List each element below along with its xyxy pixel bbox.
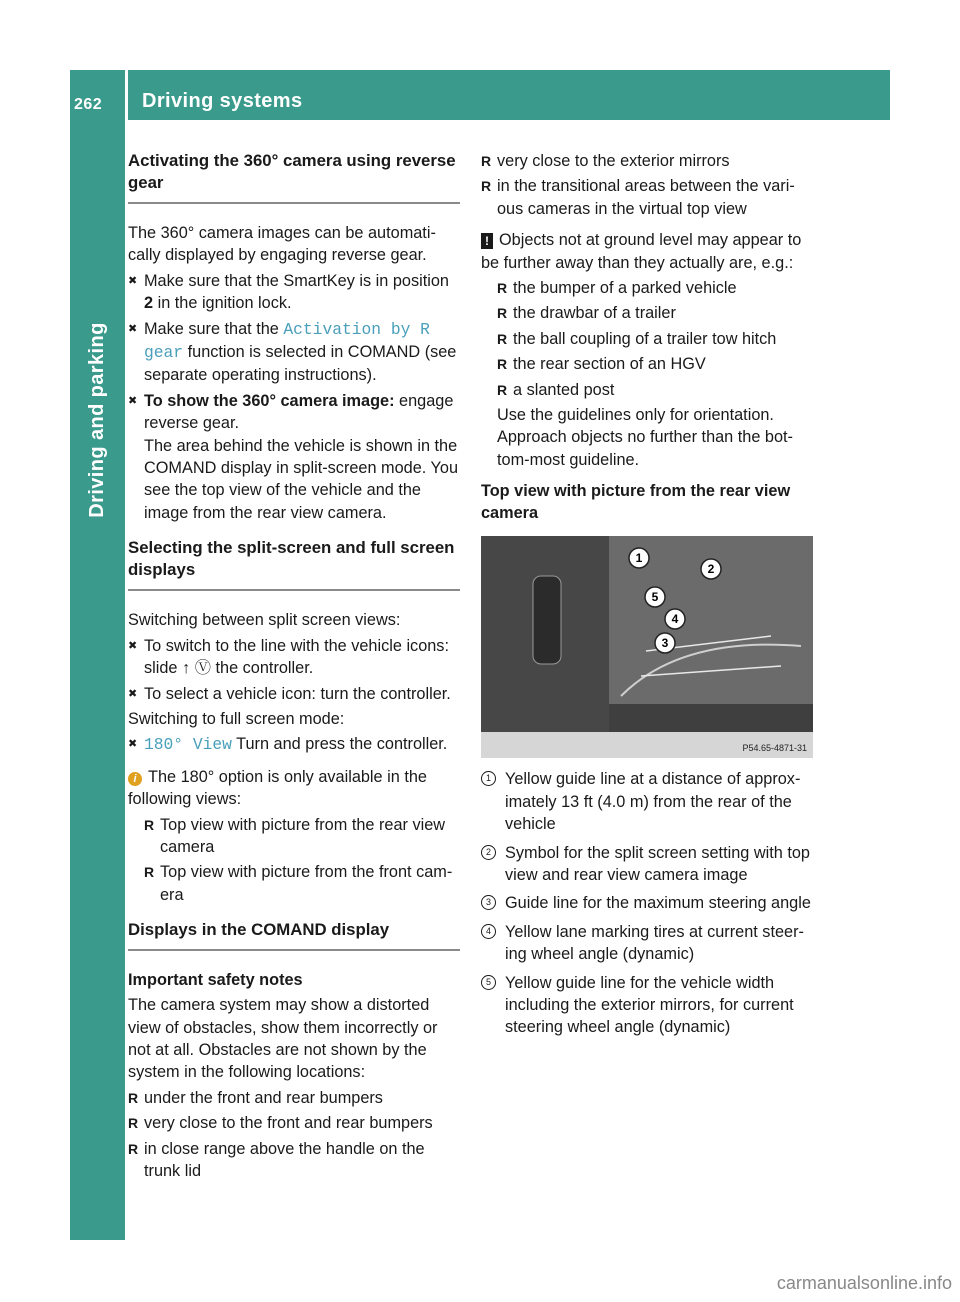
marker-label: 2 [707,562,715,577]
paragraph: Switching between split screen views: [128,611,401,630]
legend-text: Yellow guide line for the vehicle width including the exterior mirrors, for current steering wheel angle (dynamic) [505,973,794,1037]
page-title: Driving systems [142,90,303,112]
camera-figure [481,536,813,758]
figure-legend [481,768,813,1038]
header-divider [125,70,128,120]
step-text: the controller. [210,659,314,678]
legend-item [481,842,813,887]
section-title-split-screen: Selecting the split-screen and full screen displays [128,537,460,591]
list-item: R the bumper of a parked vehicle [497,277,813,299]
legend-item [481,972,813,1039]
legend-text: Yellow guide line at a distance of approx-imately 13 ft (4.0 m) from the rear of the vehicle [505,770,801,834]
section-title-activating: Activating the 360° camera using reverse gear [128,150,460,204]
paragraph: Switching to full screen mode: [128,709,345,728]
legend-text: Symbol for the split screen setting with top view and rear view camera image [505,843,810,884]
camera-figure-image [481,536,813,758]
menu-item-gear: gear [144,343,184,363]
marker-label: 3 [661,636,669,651]
legend-item [481,892,813,914]
subsection-title: Important safety notes [128,971,303,990]
step-text: Make sure that the SmartKey is in position [144,271,449,290]
step-text: function is selected in COMAND (see separate operating instructions). [144,343,457,385]
step-item [128,270,460,315]
right-column [481,150,813,1045]
list-item: R Top view with picture from the rear view camera [144,814,460,859]
legend-number: 5 [481,975,496,990]
warning-text: Objects not at ground level may appear to be further away than they actually are, e.g.: [481,231,802,272]
legend-text: Yellow lane marking tires at current steer-ing wheel angle (dynamic) [505,922,804,964]
info-text: The 180° option is only available in the following views: [128,767,427,809]
marker-label: 5 [651,590,659,605]
section-title-displays: Displays in the COMAND display [128,919,460,951]
list-item: R under the front and rear bumpers [128,1087,460,1109]
warning-icon: ! [481,233,493,249]
warning-note [481,229,813,274]
list-item: R very close to the front and rear bumpers [128,1112,460,1134]
step-text: Make sure that the [144,319,284,338]
marker-label: 4 [671,612,679,627]
list-item: R a slanted post [497,379,813,401]
controller-icon: ↑ Ⓥ [182,659,211,678]
legend-number: 3 [481,895,496,910]
step-item [128,390,460,524]
legend-number: 4 [481,924,496,939]
legend-number: 1 [481,771,496,786]
list-item: R the rear section of an HGV [497,353,813,375]
legend-number: 2 [481,845,496,860]
legend-item [481,768,813,835]
list-item: R in close range above the handle on the trunk lid [128,1138,460,1183]
left-column [128,150,460,1185]
info-icon: i [128,772,142,786]
legend-item [481,921,813,966]
legend-text: Guide line for the maximum steering angle [505,894,811,913]
figure-title: Top view with picture from the rear view camera [481,482,791,523]
info-note [128,766,460,811]
side-tab-label: Driving and parking [85,322,108,518]
side-tab [70,120,125,1240]
menu-item-activation: Activation by R [283,319,430,339]
step-text: engage reverse gear. [144,391,454,433]
marker-label: 1 [635,551,643,566]
step-item [128,733,460,756]
step-item: ✖ To select a vehicle icon: turn the controller. [128,683,460,705]
step-item [128,635,460,680]
list-item: R Top view with picture from the front cam-era [144,861,460,906]
list-item: R in the transitional areas between the vari-ous cameras in the virtual top view [481,175,813,220]
list-item: R the drawbar of a trailer [497,302,813,324]
step-item [128,318,460,387]
footer-watermark: carmanualsonline.info [776,1272,952,1293]
list-item: R very close to the exterior mirrors [481,150,813,172]
menu-item-180-view: 180° View [144,735,232,755]
step-text: To switch to the line with the vehicle icons: slide [144,636,449,678]
paragraph: The camera system may show a distorted view of obstacles, show them incorrectly or not at all. Obstacles are not shown by the system in the following locations: [128,996,438,1082]
step-bold: To show the 360° camera image: [144,391,395,410]
paragraph: The 360° camera images can be automati-cally displayed by engaging reverse gear. [128,224,436,265]
step-description: The area behind the vehicle is shown in the COMAND display in split-screen mode. You see the top view of the vehicle and the image from the rear view camera. [144,436,459,522]
page-number: 262 [74,96,103,113]
figure-caption: P54.65-4871-31 [742,743,807,754]
paragraph: Use the guidelines only for orientation. Approach objects no further than the bot-tom-most guideline. [497,406,793,469]
step-text: in the ignition lock. [153,294,292,313]
step-bold: 2 [144,294,154,313]
step-text: Turn and press the controller. [231,735,448,754]
list-item: R the ball coupling of a trailer tow hitch [497,328,813,350]
